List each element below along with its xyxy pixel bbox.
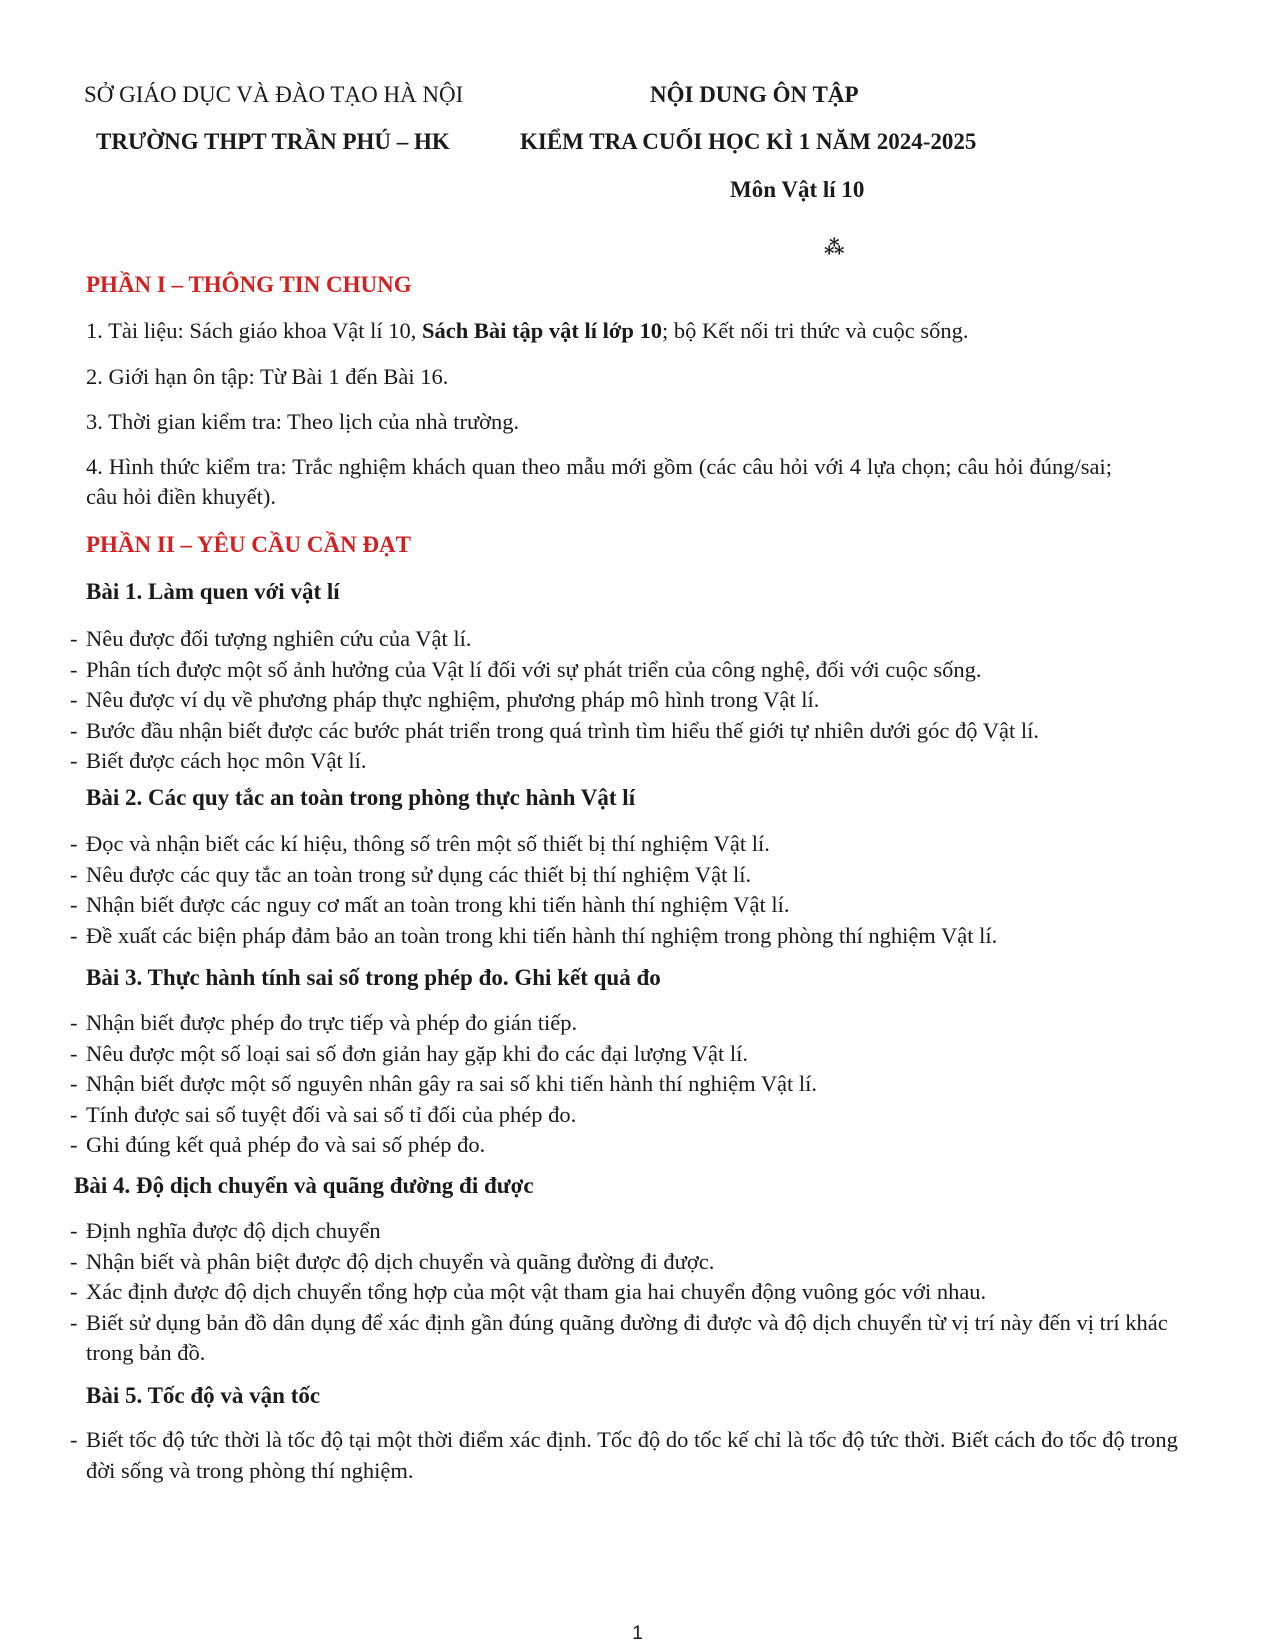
lesson-1-title: Bài 1. Làm quen với vật lí xyxy=(86,579,340,604)
list-item: - Biết sử dụng bản đồ dân dụng để xác định gần đúng quãng đường đi được và độ dịch chuyển từ vị trí này đến vị trí khác trong bản đồ. xyxy=(70,1308,1200,1369)
list-item: - Nêu được đối tượng nghiên cứu của Vật lí. xyxy=(70,624,1200,655)
school-name: TRƯỜNG THPT TRẦN PHÚ – HK xyxy=(96,129,450,154)
list-item: - Phân tích được một số ảnh hưởng của Vật lí đối với sự phát triển của công nghệ, đối với cuộc sống. xyxy=(70,655,1200,686)
list-item: - Nhận biết được các nguy cơ mất an toàn trong khi tiến hành thí nghiệm Vật lí. xyxy=(70,890,1200,921)
list-item: - Nhận biết được một số nguyên nhân gây ra sai số khi tiến hành thí nghiệm Vật lí. xyxy=(70,1069,1200,1100)
exam-title: KIỂM TRA CUỐI HỌC KÌ 1 NĂM 2024-2025 xyxy=(520,129,977,154)
lesson-3-title: Bài 3. Thực hành tính sai số trong phép đo. Ghi kết quả đo xyxy=(86,965,661,990)
department-name: SỞ GIÁO DỤC VÀ ĐÀO TẠO HÀ NỘI xyxy=(84,82,464,107)
list-item: - Tính được sai số tuyệt đối và sai số tỉ đối của phép đo. xyxy=(70,1100,1200,1131)
list-item: - Nêu được ví dụ về phương pháp thực nghiệm, phương pháp mô hình trong Vật lí. xyxy=(70,685,1200,716)
list-item: - Biết được cách học môn Vật lí. xyxy=(70,746,1200,777)
lesson-2-title: Bài 2. Các quy tắc an toàn trong phòng thực hành Vật lí xyxy=(86,785,636,810)
lesson-4-list xyxy=(70,1216,1200,1369)
list-item: - Xác định được độ dịch chuyển tổng hợp của một vật tham gia hai chuyển động vuông góc với nhau. xyxy=(70,1277,1200,1308)
part1-item-1-bold: Sách Bài tập vật lí lớp 10 xyxy=(421,318,662,343)
list-item: - Ghi đúng kết quả phép đo và sai số phép đo. xyxy=(70,1130,1200,1161)
part1-item-1-suffix: ; bộ Kết nối tri thức và cuộc sống. xyxy=(661,318,969,343)
list-item: - Đề xuất các biện pháp đảm bảo an toàn trong khi tiến hành thí nghiệm trong phòng thí nghiệm Vật lí. xyxy=(70,921,1200,952)
list-item: - Đọc và nhận biết các kí hiệu, thông số trên một số thiết bị thí nghiệm Vật lí. xyxy=(70,829,1200,860)
lesson-2-list xyxy=(70,829,1200,951)
part1-item-3: 3. Thời gian kiểm tra: Theo lịch của nhà trường. xyxy=(86,409,520,434)
part1-item-1-prefix: 1. Tài liệu: Sách giáo khoa Vật lí 10, xyxy=(86,318,422,343)
lesson-1-list xyxy=(70,624,1200,777)
list-item: - Nêu được các quy tắc an toàn trong sử dụng các thiết bị thí nghiệm Vật lí. xyxy=(70,860,1200,891)
subject-title: Môn Vật lí 10 xyxy=(730,177,865,202)
part1-item-1 xyxy=(86,316,1166,346)
list-item: - Nhận biết và phân biệt được độ dịch chuyển và quãng đường đi được. xyxy=(70,1247,1200,1278)
page-number: 1 xyxy=(632,1623,643,1644)
list-item: - Biết tốc độ tức thời là tốc độ tại một thời điểm xác định. Tốc độ do tốc kế chỉ là tốc độ tức thời. Biết cách đo tốc độ trong đời sống và trong phòng thí nghiệm. xyxy=(70,1425,1200,1486)
asterism-ornament: ⁂ xyxy=(824,237,845,259)
list-item: - Định nghĩa được độ dịch chuyển xyxy=(70,1216,1200,1247)
part1-item-2: 2. Giới hạn ôn tập: Từ Bài 1 đến Bài 16. xyxy=(86,364,449,389)
lesson-3-list xyxy=(70,1008,1200,1161)
lesson-4-title: Bài 4. Độ dịch chuyển và quãng đường đi được xyxy=(74,1173,534,1198)
lesson-5-title: Bài 5. Tốc độ và vận tốc xyxy=(86,1383,321,1408)
list-item: - Nhận biết được phép đo trực tiếp và phép đo gián tiếp. xyxy=(70,1008,1200,1039)
part1-title: PHẦN I – THÔNG TIN CHUNG xyxy=(86,272,412,297)
list-item: - Bước đầu nhận biết được các bước phát triển trong quá trình tìm hiểu thế giới tự nhiên dưới góc độ Vật lí. xyxy=(70,716,1200,747)
document-title: NỘI DUNG ÔN TẬP xyxy=(650,82,859,107)
list-item: - Nêu được một số loại sai số đơn giản hay gặp khi đo các đại lượng Vật lí. xyxy=(70,1039,1200,1070)
part1-item-4: 4. Hình thức kiểm tra: Trắc nghiệm khách quan theo mẫu mới gồm (các câu hỏi với 4 lựa chọn; câu hỏi đúng/sai; câu hỏi điền khuyết). xyxy=(86,454,1112,509)
lesson-5-list xyxy=(70,1425,1200,1486)
part2-title: PHẦN II – YÊU CẦU CẦN ĐẠT xyxy=(86,532,411,557)
